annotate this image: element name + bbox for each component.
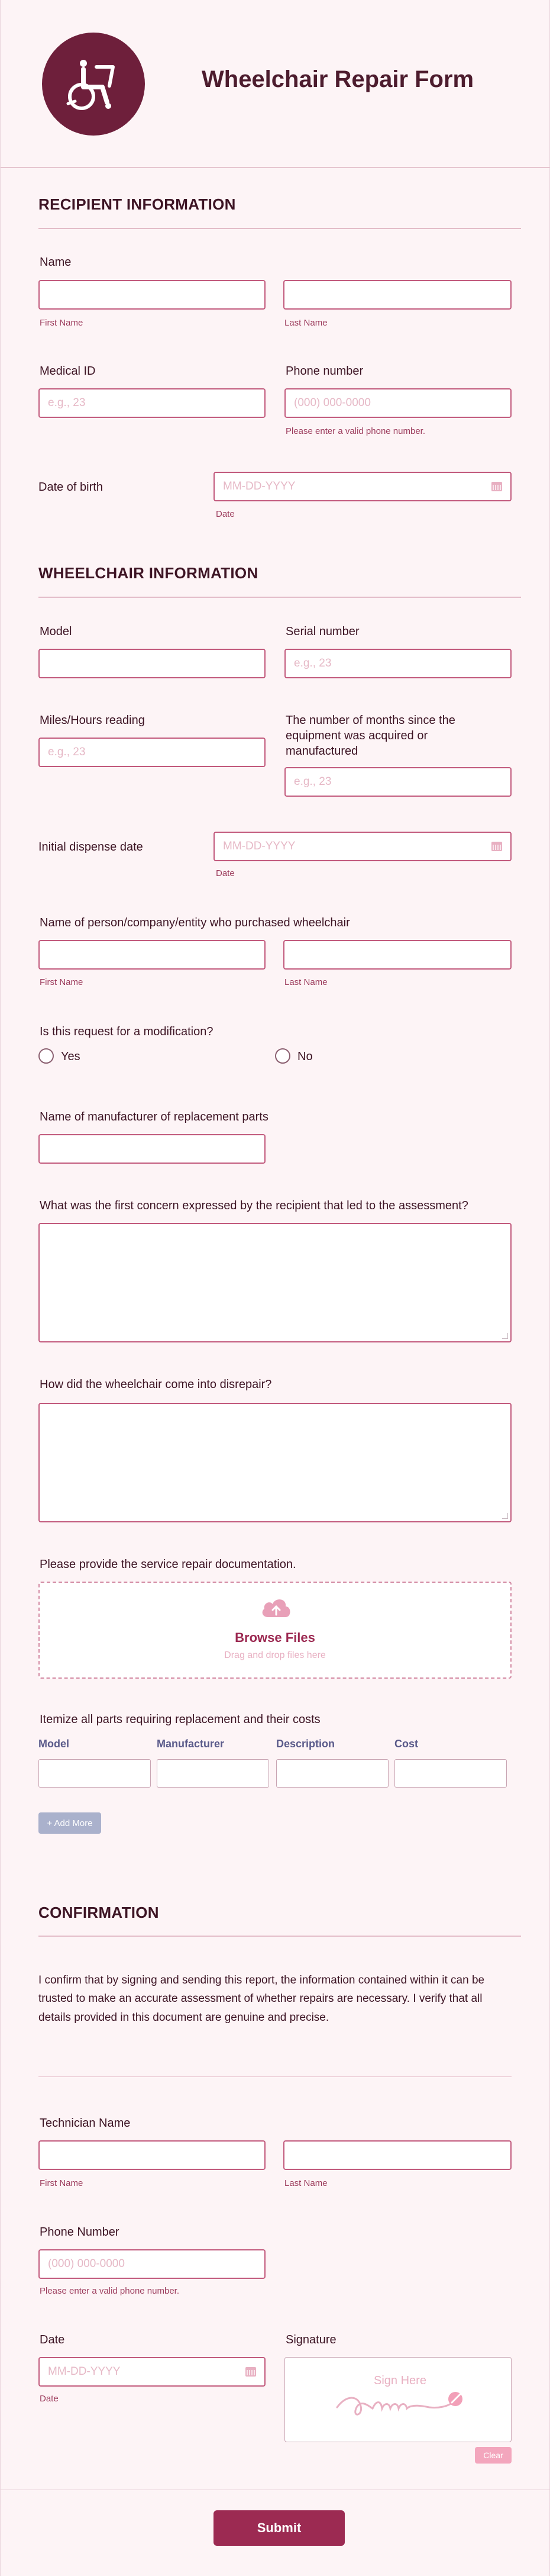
section-divider xyxy=(38,228,521,229)
first-name-sublabel: First Name xyxy=(40,977,83,987)
concern-label: What was the first concern expressed by the recipient that led to the assessment? xyxy=(40,1199,468,1212)
dob-input[interactable] xyxy=(213,472,512,501)
technician-last-name-input[interactable] xyxy=(283,2140,512,2170)
first-name-sublabel: First Name xyxy=(40,318,83,328)
sign-here-hint: Sign Here xyxy=(374,2374,426,2387)
date-placeholder: MM-DD-YYYY xyxy=(48,2365,121,2378)
wheelchair-icon xyxy=(42,33,145,136)
phone-placeholder: (000) 000-0000 xyxy=(294,397,371,409)
last-name-sublabel: Last Name xyxy=(284,2178,328,2188)
section-title-wheelchair: WHEELCHAIR INFORMATION xyxy=(38,564,258,582)
dispense-label: Initial dispense date xyxy=(38,841,143,854)
disrepair-label: How did the wheelchair come into disrepair? xyxy=(40,1378,272,1391)
resize-handle-icon[interactable] xyxy=(502,1513,508,1519)
tech-phone-placeholder: (000) 000-0000 xyxy=(48,2258,125,2270)
add-more-button[interactable]: + Add More xyxy=(38,1812,101,1834)
purchaser-last-name-input[interactable] xyxy=(283,940,512,970)
months-label: The number of months since the equipment was acquired or manufactured xyxy=(286,714,455,758)
medical-id-input[interactable] xyxy=(38,388,266,418)
disrepair-textarea[interactable] xyxy=(38,1403,512,1522)
radio-yes-label[interactable]: Yes xyxy=(61,1050,80,1063)
form-title: Wheelchair Repair Form xyxy=(202,66,474,92)
technician-first-name-input[interactable] xyxy=(38,2140,266,2170)
calendar-icon[interactable] xyxy=(491,842,502,851)
clear-signature-button[interactable]: Clear xyxy=(475,2447,512,2464)
last-name-sublabel: Last Name xyxy=(284,318,328,328)
recipient-last-name-input[interactable] xyxy=(283,280,512,310)
confirmation-statement: I confirm that by signing and sending this report, the information contained within it can be trusted to make an accurate assessment of whether repairs are necessary. I verify that all details provided in this document are genuine and precise. xyxy=(38,1974,485,2024)
tech-phone-input[interactable] xyxy=(38,2249,266,2279)
signature-scribble-icon xyxy=(335,2382,477,2420)
months-placeholder: e.g., 23 xyxy=(294,775,332,788)
miles-placeholder: e.g., 23 xyxy=(48,746,86,758)
confirmation-date-input[interactable] xyxy=(38,2357,266,2387)
wheelchair-logo xyxy=(42,33,145,136)
model-input[interactable] xyxy=(38,649,266,678)
column-header-description: Description xyxy=(276,1738,335,1750)
part-model-input[interactable] xyxy=(38,1759,151,1788)
name-label: Name xyxy=(40,256,72,269)
dob-placeholder: MM-DD-YYYY xyxy=(223,480,296,492)
dispense-placeholder: MM-DD-YYYY xyxy=(223,840,296,852)
medical-id-label: Medical ID xyxy=(40,365,96,378)
section-title-recipient: RECIPIENT INFORMATION xyxy=(38,195,236,213)
months-input[interactable] xyxy=(284,767,512,797)
serial-placeholder: e.g., 23 xyxy=(294,657,332,669)
calendar-icon[interactable] xyxy=(491,482,502,491)
purchaser-label: Name of person/company/entity who purchased wheelchair xyxy=(40,916,350,929)
tech-phone-label: Phone Number xyxy=(40,2226,119,2239)
miles-label: Miles/Hours reading xyxy=(40,714,145,727)
last-name-sublabel: Last Name xyxy=(284,977,328,987)
first-name-sublabel: First Name xyxy=(40,2178,83,2188)
miles-input[interactable] xyxy=(38,738,266,767)
cloud-upload-icon xyxy=(260,1596,293,1619)
section-divider xyxy=(38,1936,521,1937)
recipient-first-name-input[interactable] xyxy=(38,280,266,310)
dob-sublabel: Date xyxy=(216,509,235,519)
manufacturer-input[interactable] xyxy=(38,1134,266,1164)
phone-input[interactable] xyxy=(284,388,512,418)
manufacturer-label: Name of manufacturer of replacement parts xyxy=(40,1110,268,1123)
part-cost-input[interactable] xyxy=(394,1759,507,1788)
column-header-cost: Cost xyxy=(394,1738,418,1750)
dob-label: Date of birth xyxy=(38,481,103,494)
concern-textarea[interactable] xyxy=(38,1223,512,1342)
submit-button[interactable]: Submit xyxy=(213,2510,345,2546)
date-label: Date xyxy=(40,2333,65,2346)
model-label: Model xyxy=(40,625,72,638)
serial-label: Serial number xyxy=(286,625,360,638)
tech-phone-hint: Please enter a valid phone number. xyxy=(40,2286,179,2296)
serial-input[interactable] xyxy=(284,649,512,678)
resize-handle-icon[interactable] xyxy=(502,1333,508,1339)
radio-yes[interactable] xyxy=(38,1048,54,1064)
part-description-input[interactable] xyxy=(276,1759,389,1788)
column-header-model: Model xyxy=(38,1738,69,1750)
browse-files-link[interactable]: Browse Files xyxy=(235,1630,315,1645)
file-dropzone[interactable] xyxy=(38,1582,512,1679)
statement-divider xyxy=(38,2076,512,2077)
radio-no-label[interactable]: No xyxy=(297,1050,313,1063)
header-divider xyxy=(1,167,550,168)
date-sublabel: Date xyxy=(40,2394,59,2404)
docs-label: Please provide the service repair documentation. xyxy=(40,1558,296,1571)
signature-label: Signature xyxy=(286,2333,337,2346)
dispense-sublabel: Date xyxy=(216,868,235,878)
drag-drop-hint: Drag and drop files here xyxy=(224,1650,326,1660)
radio-no[interactable] xyxy=(275,1048,290,1064)
medical-id-placeholder: e.g., 23 xyxy=(48,397,86,409)
part-manufacturer-input[interactable] xyxy=(157,1759,269,1788)
technician-label: Technician Name xyxy=(40,2117,131,2130)
signature-pad[interactable] xyxy=(284,2357,512,2442)
section-divider xyxy=(38,597,521,598)
phone-hint: Please enter a valid phone number. xyxy=(286,426,425,436)
phone-label: Phone number xyxy=(286,365,364,378)
section-title-confirmation: CONFIRMATION xyxy=(38,1904,159,1921)
column-header-manufacturer: Manufacturer xyxy=(157,1738,225,1750)
itemize-label: Itemize all parts requiring replacement and their costs xyxy=(40,1713,321,1726)
purchaser-first-name-input[interactable] xyxy=(38,940,266,970)
calendar-icon[interactable] xyxy=(245,2367,256,2377)
dispense-date-input[interactable] xyxy=(213,832,512,861)
modification-label: Is this request for a modification? xyxy=(40,1025,213,1038)
